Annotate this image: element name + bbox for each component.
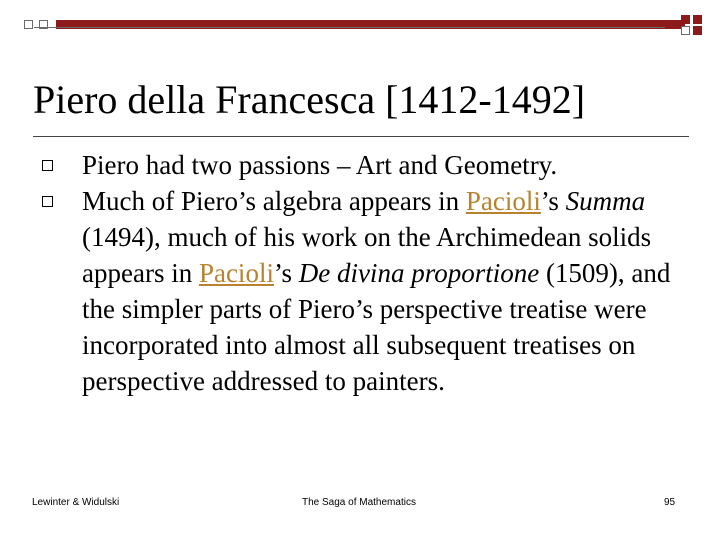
footer-page-number: 95: [664, 497, 676, 508]
text-run: (1509), and the simpler parts of Piero’s perspective treatise were incorporated into almost all subsequent treatises on perspective addressed to painters.: [82, 258, 671, 396]
pacioli-link[interactable]: Pacioli: [465, 186, 541, 216]
text-run: Much of Piero’s algebra appears in: [82, 186, 466, 216]
hollow-square-bullet-icon: [42, 160, 53, 171]
bullet-text: Piero had two passions – Art and Geometry.: [82, 150, 558, 180]
title-divider: [33, 136, 689, 137]
footer-authors: Lewinter & Widulski: [32, 497, 120, 508]
pacioli-link[interactable]: Pacioli: [198, 258, 274, 288]
header-square-icon: [24, 20, 33, 29]
header-corner-squares-icon: [681, 13, 705, 35]
italic-title: Summa: [565, 186, 646, 216]
bullet-text: [82, 186, 670, 396]
text-run: (1494), much of his work on the Archimedean solids appears in: [82, 222, 652, 288]
bullet-list: [40, 147, 680, 399]
bullet-item: [40, 147, 680, 183]
decorative-header-bar: [20, 13, 685, 36]
header-underline: [34, 27, 665, 28]
text-run: ’s: [273, 258, 299, 288]
footer-book-title: The Saga of Mathematics: [302, 497, 416, 508]
italic-title: De divina proportione: [298, 258, 540, 288]
text-run: ’s: [540, 186, 566, 216]
slide-title: Piero della Francesca [1412-1492]: [33, 77, 586, 122]
bullet-item: [40, 183, 680, 399]
hollow-square-bullet-icon: [42, 196, 53, 207]
